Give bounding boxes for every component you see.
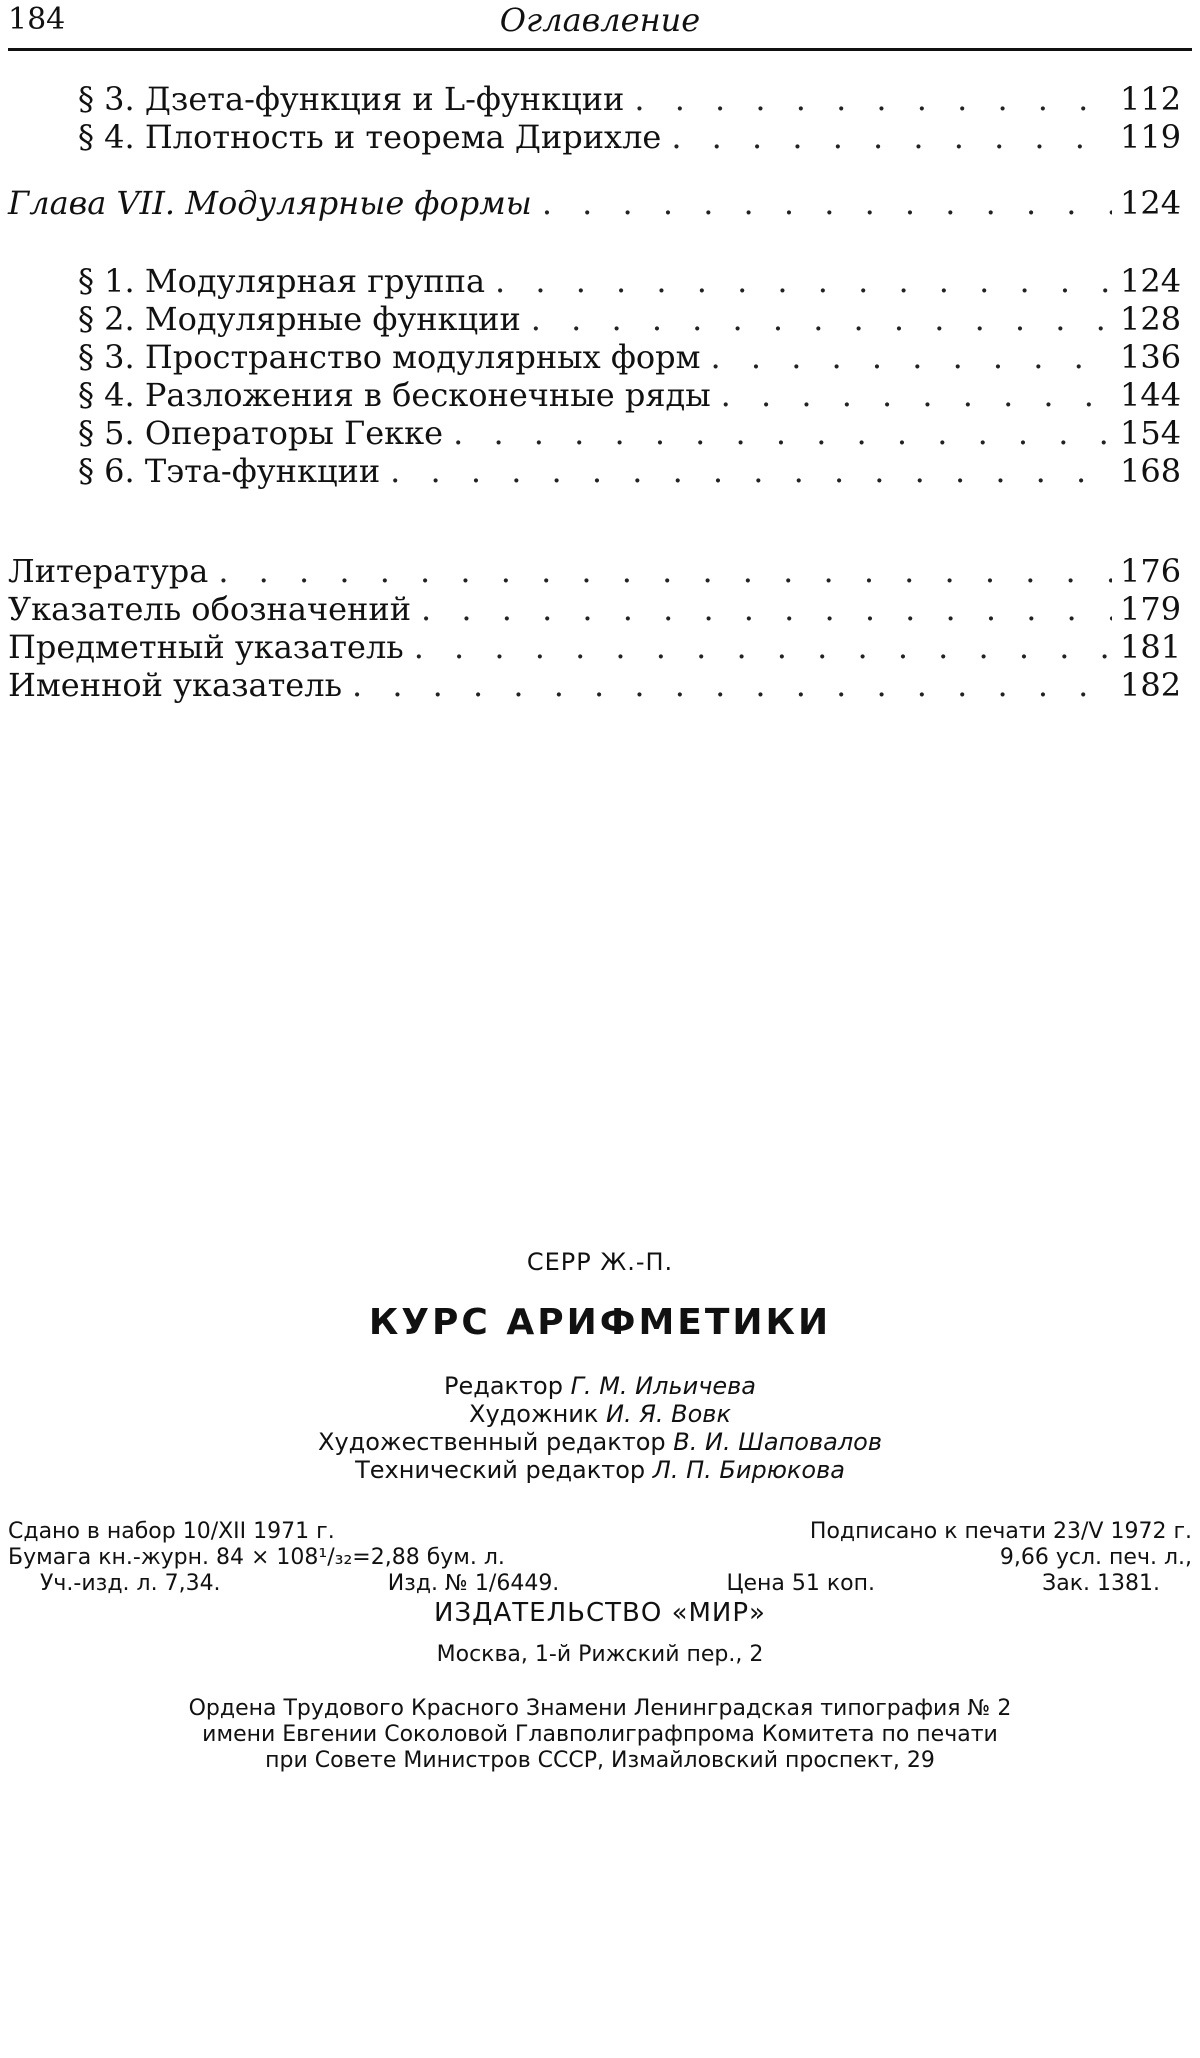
- toc-entry-label: § 4. Разложения в бесконечные ряды: [78, 376, 711, 414]
- toc-leader-dots: [453, 414, 1112, 452]
- toc-entry-page: 181: [1120, 628, 1182, 666]
- toc-entry-page: 112: [1120, 80, 1182, 118]
- toc-row: [8, 590, 1182, 628]
- toc-leader-dots: [352, 666, 1112, 704]
- page-header: [8, 0, 1192, 52]
- toc-entry-label: Именной указатель: [8, 666, 342, 704]
- toc-row: [8, 628, 1182, 666]
- credit-role: Художник: [469, 1400, 607, 1428]
- book-title: КУРС АРИФМЕТИКИ: [368, 1302, 832, 1343]
- toc-row: [78, 338, 1182, 376]
- toc-leader-dots: [495, 262, 1112, 300]
- toc-leader-dots: [542, 184, 1112, 222]
- publisher-address: Москва, 1-й Рижский пер., 2: [436, 1642, 764, 1667]
- toc-entry-label: § 5. Операторы Гекке: [78, 414, 444, 452]
- toc-row: [78, 118, 1182, 156]
- imprint-row: [8, 1544, 1192, 1572]
- toc-row: [78, 452, 1182, 490]
- credit-line: [0, 1428, 1200, 1456]
- toc-entry-page: 179: [1120, 590, 1182, 628]
- toc-entry-label: Указатель обозначений: [8, 590, 412, 628]
- credit-role: Технический редактор: [355, 1456, 653, 1484]
- toc-entry-page: 136: [1120, 338, 1182, 376]
- toc-row: [78, 300, 1182, 338]
- toc-leader-dots: [671, 118, 1112, 156]
- imprint-row: [8, 1518, 1192, 1546]
- toc-row: [78, 376, 1182, 414]
- credit-line: [0, 1456, 1200, 1484]
- credit-person: В. И. Шаповалов: [673, 1428, 882, 1456]
- toc-row: [8, 552, 1182, 590]
- toc-entry-page: 124: [1120, 262, 1182, 300]
- credit-line: [0, 1400, 1200, 1428]
- credit-person: Г. М. Ильичева: [570, 1372, 756, 1400]
- toc-leader-dots: [634, 80, 1112, 118]
- toc-chapter-label: Глава VII. Модулярные формы: [8, 184, 532, 222]
- credit-role: Редактор: [444, 1372, 571, 1400]
- toc-entry-page: 128: [1120, 300, 1182, 338]
- toc-row: [78, 414, 1182, 452]
- printer-line: при Совете Министров СССР, Измайловский проспект, 29: [265, 1748, 935, 1773]
- toc-row: [78, 80, 1182, 118]
- toc-entry-page: 144: [1120, 376, 1182, 414]
- page-number: 184: [8, 2, 66, 37]
- toc-row: [8, 184, 1182, 222]
- credit-person: Л. П. Бирюкова: [652, 1456, 845, 1484]
- toc-entry-label: § 2. Модулярные функции: [78, 300, 521, 338]
- publisher-sheets: Уч.-изд. л. 7,34.: [40, 1571, 221, 1596]
- toc-entry-page: 119: [1120, 118, 1182, 156]
- edition-number: Изд. № 1/6449.: [387, 1571, 560, 1596]
- toc-entry-label: Литература: [8, 552, 209, 590]
- toc-entry-label: Предметный указатель: [8, 628, 404, 666]
- toc-entry-label: § 3. Дзета-функция и L-функции: [78, 80, 625, 118]
- toc-row: [8, 666, 1182, 704]
- order-number: Зак. 1381.: [1042, 1571, 1160, 1596]
- toc-entry-label: § 4. Плотность и теорема Дирихле: [78, 118, 662, 156]
- toc-entry-page: 124: [1120, 184, 1182, 222]
- price: Цена 51 коп.: [726, 1571, 876, 1596]
- toc-entry-label: § 6. Тэта-функции: [78, 452, 381, 490]
- publisher-name: ИЗДАТЕЛЬСТВО «МИР»: [434, 1598, 766, 1628]
- print-date: Подписано к печати 23/V 1972 г.: [809, 1519, 1192, 1544]
- toc-entry-page: 168: [1120, 452, 1182, 490]
- toc-leader-dots: [218, 552, 1112, 590]
- toc-entry-page: 176: [1120, 552, 1182, 590]
- credit-role: Художественный редактор: [318, 1428, 674, 1456]
- toc-entry-label: § 3. Пространство модулярных форм: [78, 338, 701, 376]
- toc-row: [78, 262, 1182, 300]
- header-rule: [8, 48, 1192, 51]
- printed-sheets: 9,66 усл. печ. л.,: [999, 1545, 1192, 1570]
- printer-line: имени Евгении Соколовой Главполиграфпрома Комитета по печати: [202, 1722, 998, 1747]
- paper-format: Бумага кн.-журн. 84 × 108¹/₃₂=2,88 бум. л.: [8, 1545, 505, 1570]
- toc-leader-dots: [390, 452, 1112, 490]
- credit-person: И. Я. Вовк: [606, 1400, 731, 1428]
- printer-line: Ордена Трудового Красного Знамени Ленинградская типография № 2: [188, 1696, 1012, 1721]
- toc-entry-label: § 1. Модулярная группа: [78, 262, 486, 300]
- toc-leader-dots: [721, 376, 1112, 414]
- running-title: Оглавление: [499, 1, 701, 39]
- toc-leader-dots: [531, 300, 1112, 338]
- toc-entry-page: 154: [1120, 414, 1182, 452]
- toc-leader-dots: [421, 590, 1112, 628]
- typeset-date: Сдано в набор 10/XII 1971 г.: [8, 1519, 335, 1544]
- author-name: СЕРР Ж.-П.: [526, 1248, 674, 1276]
- imprint-row: [40, 1570, 1160, 1598]
- toc-leader-dots: [711, 338, 1112, 376]
- credit-line: [0, 1372, 1200, 1400]
- toc-leader-dots: [414, 628, 1112, 666]
- toc-entry-page: 182: [1120, 666, 1182, 704]
